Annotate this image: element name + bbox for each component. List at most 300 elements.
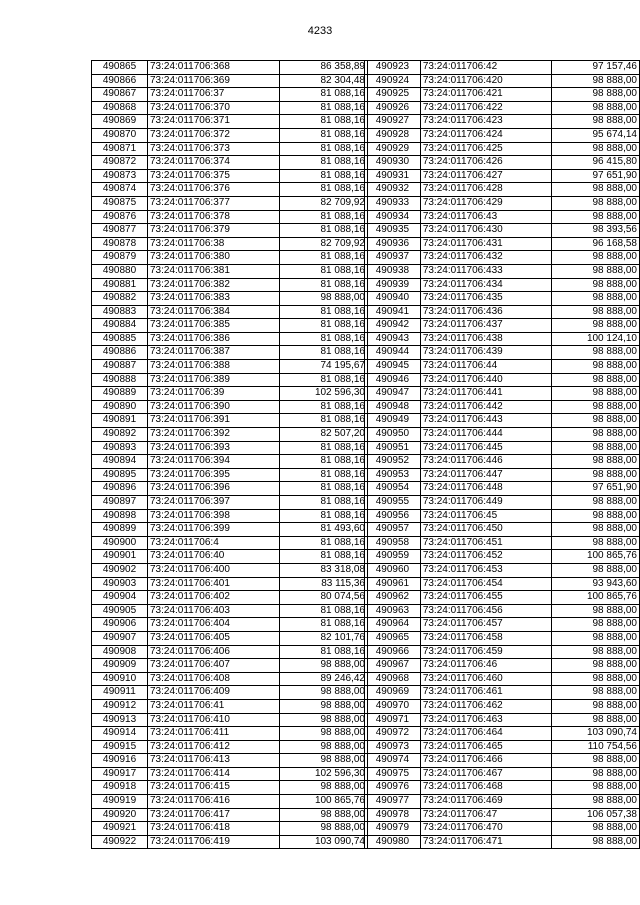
table-row	[92, 645, 368, 659]
record-number-cell: 490934	[365, 210, 421, 224]
cadastral-number-cell: 73:24:011706:412	[148, 740, 280, 754]
cadastral-number-cell: 73:24:011706:466	[420, 754, 552, 768]
table-row	[92, 536, 368, 550]
record-number-cell: 490951	[365, 441, 421, 455]
record-number-cell: 490972	[365, 727, 421, 741]
record-number-cell: 490901	[92, 550, 148, 564]
cadastral-number-cell: 73:24:011706:447	[420, 468, 552, 482]
cadastral-value-cell: 81 088,16	[280, 115, 368, 129]
table-row	[365, 428, 640, 442]
table-row	[92, 142, 368, 156]
cadastral-value-cell: 81 088,16	[280, 496, 368, 510]
record-number-cell: 490931	[365, 169, 421, 183]
cadastral-number-cell: 73:24:011706:443	[420, 414, 552, 428]
record-number-cell: 490895	[92, 468, 148, 482]
cadastral-value-cell: 102 596,30	[280, 387, 368, 401]
cadastral-value-cell: 97 157,46	[552, 61, 640, 75]
record-number-cell: 490865	[92, 61, 148, 75]
cadastral-value-cell: 98 888,00	[552, 767, 640, 781]
cadastral-value-cell: 98 888,00	[280, 713, 368, 727]
cadastral-number-cell: 73:24:011706:417	[148, 808, 280, 822]
record-number-cell: 490950	[365, 428, 421, 442]
table-row	[365, 645, 640, 659]
cadastral-value-cell: 81 088,16	[280, 550, 368, 564]
record-number-cell: 490888	[92, 373, 148, 387]
register-table-left	[91, 60, 368, 849]
table-row	[365, 740, 640, 754]
cadastral-number-cell: 73:24:011706:37	[148, 88, 280, 102]
cadastral-value-cell: 110 754,56	[552, 740, 640, 754]
cadastral-value-cell: 81 088,16	[280, 278, 368, 292]
cadastral-number-cell: 73:24:011706:405	[148, 631, 280, 645]
cadastral-number-cell: 73:24:011706:459	[420, 645, 552, 659]
cadastral-value-cell: 89 246,42	[280, 672, 368, 686]
table-row	[365, 441, 640, 455]
table-row	[92, 305, 368, 319]
cadastral-number-cell: 73:24:011706:398	[148, 509, 280, 523]
record-number-cell: 490880	[92, 264, 148, 278]
record-number-cell: 490968	[365, 672, 421, 686]
record-number-cell: 490936	[365, 237, 421, 251]
cadastral-value-cell: 100 865,76	[552, 550, 640, 564]
cadastral-value-cell: 98 888,00	[280, 754, 368, 768]
cadastral-number-cell: 73:24:011706:449	[420, 496, 552, 510]
cadastral-value-cell: 98 888,00	[552, 441, 640, 455]
cadastral-number-cell: 73:24:011706:438	[420, 332, 552, 346]
table-row	[92, 115, 368, 129]
record-number-cell: 490899	[92, 523, 148, 537]
record-number-cell: 490966	[365, 645, 421, 659]
cadastral-number-cell: 73:24:011706:428	[420, 183, 552, 197]
table-row	[92, 563, 368, 577]
cadastral-number-cell: 73:24:011706:380	[148, 251, 280, 265]
cadastral-number-cell: 73:24:011706:397	[148, 496, 280, 510]
cadastral-value-cell: 83 318,08	[280, 563, 368, 577]
table-row	[365, 618, 640, 632]
cadastral-number-cell: 73:24:011706:445	[420, 441, 552, 455]
cadastral-number-cell: 73:24:011706:391	[148, 414, 280, 428]
cadastral-value-cell: 81 088,16	[280, 305, 368, 319]
table-row	[92, 74, 368, 88]
record-number-cell: 490945	[365, 360, 421, 374]
record-number-cell: 490906	[92, 618, 148, 632]
record-number-cell: 490940	[365, 292, 421, 306]
cadastral-number-cell: 73:24:011706:440	[420, 373, 552, 387]
record-number-cell: 490952	[365, 455, 421, 469]
table-row	[365, 237, 640, 251]
cadastral-number-cell: 73:24:011706:384	[148, 305, 280, 319]
cadastral-number-cell: 73:24:011706:413	[148, 754, 280, 768]
cadastral-number-cell: 73:24:011706:399	[148, 523, 280, 537]
cadastral-number-cell: 73:24:011706:381	[148, 264, 280, 278]
cadastral-value-cell: 98 888,00	[552, 563, 640, 577]
cadastral-number-cell: 73:24:011706:392	[148, 428, 280, 442]
cadastral-value-cell: 103 090,74	[552, 727, 640, 741]
record-number-cell: 490938	[365, 264, 421, 278]
table-row	[365, 224, 640, 238]
table-row	[92, 455, 368, 469]
table-row	[92, 835, 368, 849]
cadastral-number-cell: 73:24:011706:465	[420, 740, 552, 754]
table-row	[92, 795, 368, 809]
record-number-cell: 490957	[365, 523, 421, 537]
cadastral-value-cell: 81 088,16	[280, 509, 368, 523]
cadastral-number-cell: 73:24:011706:467	[420, 767, 552, 781]
cadastral-number-cell: 73:24:011706:396	[148, 482, 280, 496]
table-row	[365, 373, 640, 387]
cadastral-value-cell: 98 888,00	[552, 645, 640, 659]
cadastral-number-cell: 73:24:011706:453	[420, 563, 552, 577]
cadastral-value-cell: 102 596,30	[280, 767, 368, 781]
table-row	[92, 400, 368, 414]
cadastral-number-cell: 73:24:011706:448	[420, 482, 552, 496]
register-table-left-body	[92, 61, 368, 849]
table-row	[365, 346, 640, 360]
table-row	[365, 387, 640, 401]
cadastral-number-cell: 73:24:011706:390	[148, 400, 280, 414]
record-number-cell: 490939	[365, 278, 421, 292]
cadastral-value-cell: 98 888,00	[552, 373, 640, 387]
cadastral-number-cell: 73:24:011706:430	[420, 224, 552, 238]
table-row	[92, 740, 368, 754]
record-number-cell: 490941	[365, 305, 421, 319]
cadastral-value-cell: 98 888,00	[280, 808, 368, 822]
table-row	[365, 591, 640, 605]
table-row	[365, 754, 640, 768]
cadastral-value-cell: 96 415,80	[552, 156, 640, 170]
record-number-cell: 490916	[92, 754, 148, 768]
cadastral-value-cell: 97 651,90	[552, 482, 640, 496]
register-table-right-body	[365, 61, 640, 849]
record-number-cell: 490890	[92, 400, 148, 414]
record-number-cell: 490897	[92, 496, 148, 510]
cadastral-value-cell: 98 888,00	[552, 360, 640, 374]
cadastral-value-cell: 98 888,00	[552, 346, 640, 360]
record-number-cell: 490874	[92, 183, 148, 197]
table-row	[92, 699, 368, 713]
cadastral-value-cell: 98 888,00	[552, 468, 640, 482]
cadastral-number-cell: 73:24:011706:394	[148, 455, 280, 469]
cadastral-value-cell: 82 709,92	[280, 196, 368, 210]
cadastral-value-cell: 98 888,00	[552, 455, 640, 469]
cadastral-value-cell: 98 888,00	[552, 713, 640, 727]
record-number-cell: 490977	[365, 795, 421, 809]
cadastral-number-cell: 73:24:011706:452	[420, 550, 552, 564]
table-row	[365, 414, 640, 428]
cadastral-number-cell: 73:24:011706:454	[420, 577, 552, 591]
table-row	[365, 74, 640, 88]
table-row	[92, 781, 368, 795]
cadastral-number-cell: 73:24:011706:469	[420, 795, 552, 809]
cadastral-value-cell: 81 088,16	[280, 88, 368, 102]
record-number-cell: 490882	[92, 292, 148, 306]
cadastral-value-cell: 98 888,00	[552, 618, 640, 632]
record-number-cell: 490908	[92, 645, 148, 659]
cadastral-value-cell: 98 888,00	[280, 659, 368, 673]
cadastral-value-cell: 98 888,00	[552, 74, 640, 88]
cadastral-value-cell: 81 088,16	[280, 332, 368, 346]
table-row	[92, 686, 368, 700]
record-number-cell: 490954	[365, 482, 421, 496]
cadastral-value-cell: 98 888,00	[280, 822, 368, 836]
table-row	[365, 713, 640, 727]
cadastral-value-cell: 81 088,16	[280, 604, 368, 618]
cadastral-value-cell: 81 088,16	[280, 482, 368, 496]
cadastral-value-cell: 98 888,00	[552, 183, 640, 197]
record-number-cell: 490917	[92, 767, 148, 781]
table-row	[365, 563, 640, 577]
cadastral-value-cell: 81 088,16	[280, 142, 368, 156]
record-number-cell: 490956	[365, 509, 421, 523]
table-row	[365, 400, 640, 414]
cadastral-value-cell: 81 088,16	[280, 319, 368, 333]
record-number-cell: 490948	[365, 400, 421, 414]
table-row	[92, 496, 368, 510]
cadastral-number-cell: 73:24:011706:446	[420, 455, 552, 469]
cadastral-number-cell: 73:24:011706:427	[420, 169, 552, 183]
cadastral-number-cell: 73:24:011706:470	[420, 822, 552, 836]
cadastral-number-cell: 73:24:011706:416	[148, 795, 280, 809]
cadastral-number-cell: 73:24:011706:371	[148, 115, 280, 129]
record-number-cell: 490877	[92, 224, 148, 238]
table-row	[365, 699, 640, 713]
cadastral-number-cell: 73:24:011706:419	[148, 835, 280, 849]
cadastral-number-cell: 73:24:011706:44	[420, 360, 552, 374]
cadastral-number-cell: 73:24:011706:395	[148, 468, 280, 482]
cadastral-number-cell: 73:24:011706:45	[420, 509, 552, 523]
cadastral-number-cell: 73:24:011706:436	[420, 305, 552, 319]
table-row	[365, 604, 640, 618]
table-row	[365, 88, 640, 102]
table-row	[365, 101, 640, 115]
cadastral-value-cell: 81 088,16	[280, 373, 368, 387]
cadastral-number-cell: 73:24:011706:429	[420, 196, 552, 210]
cadastral-number-cell: 73:24:011706:463	[420, 713, 552, 727]
table-row	[365, 61, 640, 75]
record-number-cell: 490868	[92, 101, 148, 115]
table-row	[365, 142, 640, 156]
cadastral-value-cell: 81 088,16	[280, 441, 368, 455]
table-row	[365, 319, 640, 333]
record-number-cell: 490911	[92, 686, 148, 700]
cadastral-value-cell: 98 888,00	[280, 740, 368, 754]
record-number-cell: 490958	[365, 536, 421, 550]
table-row	[365, 835, 640, 849]
record-number-cell: 490881	[92, 278, 148, 292]
cadastral-value-cell: 86 358,89	[280, 61, 368, 75]
table-row	[365, 496, 640, 510]
table-row	[92, 128, 368, 142]
table-row	[92, 61, 368, 75]
table-row	[365, 292, 640, 306]
cadastral-number-cell: 73:24:011706:432	[420, 251, 552, 265]
table-row	[365, 672, 640, 686]
cadastral-value-cell: 100 865,76	[280, 795, 368, 809]
cadastral-number-cell: 73:24:011706:388	[148, 360, 280, 374]
cadastral-number-cell: 73:24:011706:375	[148, 169, 280, 183]
table-row	[365, 305, 640, 319]
record-number-cell: 490947	[365, 387, 421, 401]
record-number-cell: 490927	[365, 115, 421, 129]
cadastral-value-cell: 98 888,00	[552, 305, 640, 319]
cadastral-value-cell: 98 888,00	[552, 672, 640, 686]
cadastral-value-cell: 98 888,00	[552, 659, 640, 673]
record-number-cell: 490944	[365, 346, 421, 360]
record-number-cell: 490902	[92, 563, 148, 577]
table-row	[92, 767, 368, 781]
cadastral-value-cell: 81 088,16	[280, 645, 368, 659]
record-number-cell: 490969	[365, 686, 421, 700]
record-number-cell: 490876	[92, 210, 148, 224]
cadastral-value-cell: 81 088,16	[280, 128, 368, 142]
cadastral-value-cell: 98 888,00	[552, 631, 640, 645]
record-number-cell: 490928	[365, 128, 421, 142]
table-row	[365, 264, 640, 278]
record-number-cell: 490932	[365, 183, 421, 197]
table-row	[365, 795, 640, 809]
table-row	[92, 727, 368, 741]
table-row	[365, 727, 640, 741]
table-row	[92, 822, 368, 836]
cadastral-value-cell: 97 651,90	[552, 169, 640, 183]
record-number-cell: 490978	[365, 808, 421, 822]
record-number-cell: 490921	[92, 822, 148, 836]
record-number-cell: 490905	[92, 604, 148, 618]
record-number-cell: 490871	[92, 142, 148, 156]
cadastral-number-cell: 73:24:011706:46	[420, 659, 552, 673]
cadastral-value-cell: 98 888,00	[552, 319, 640, 333]
cadastral-value-cell: 98 393,56	[552, 224, 640, 238]
record-number-cell: 490925	[365, 88, 421, 102]
record-number-cell: 490903	[92, 577, 148, 591]
record-number-cell: 490894	[92, 455, 148, 469]
cadastral-value-cell: 106 057,38	[552, 808, 640, 822]
table-row	[92, 414, 368, 428]
cadastral-number-cell: 73:24:011706:420	[420, 74, 552, 88]
record-number-cell: 490930	[365, 156, 421, 170]
record-number-cell: 490867	[92, 88, 148, 102]
record-number-cell: 490973	[365, 740, 421, 754]
cadastral-value-cell: 98 888,00	[552, 400, 640, 414]
cadastral-number-cell: 73:24:011706:401	[148, 577, 280, 591]
cadastral-number-cell: 73:24:011706:368	[148, 61, 280, 75]
cadastral-number-cell: 73:24:011706:379	[148, 224, 280, 238]
cadastral-number-cell: 73:24:011706:468	[420, 781, 552, 795]
table-row	[92, 237, 368, 251]
cadastral-number-cell: 73:24:011706:389	[148, 373, 280, 387]
cadastral-number-cell: 73:24:011706:378	[148, 210, 280, 224]
record-number-cell: 490967	[365, 659, 421, 673]
cadastral-value-cell: 81 088,16	[280, 264, 368, 278]
table-row	[365, 781, 640, 795]
cadastral-number-cell: 73:24:011706:455	[420, 591, 552, 605]
cadastral-number-cell: 73:24:011706:376	[148, 183, 280, 197]
record-number-cell: 490953	[365, 468, 421, 482]
cadastral-number-cell: 73:24:011706:457	[420, 618, 552, 632]
cadastral-number-cell: 73:24:011706:382	[148, 278, 280, 292]
table-row	[92, 672, 368, 686]
record-number-cell: 490910	[92, 672, 148, 686]
record-number-cell: 490949	[365, 414, 421, 428]
record-number-cell: 490979	[365, 822, 421, 836]
record-number-cell: 490898	[92, 509, 148, 523]
cadastral-number-cell: 73:24:011706:39	[148, 387, 280, 401]
cadastral-number-cell: 73:24:011706:47	[420, 808, 552, 822]
table-row	[92, 659, 368, 673]
table-row	[92, 332, 368, 346]
table-row	[92, 156, 368, 170]
table-row	[92, 196, 368, 210]
cadastral-value-cell: 96 168,58	[552, 237, 640, 251]
record-number-cell: 490964	[365, 618, 421, 632]
table-row	[92, 224, 368, 238]
cadastral-number-cell: 73:24:011706:407	[148, 659, 280, 673]
cadastral-number-cell: 73:24:011706:415	[148, 781, 280, 795]
cadastral-value-cell: 98 888,00	[552, 536, 640, 550]
cadastral-number-cell: 73:24:011706:424	[420, 128, 552, 142]
cadastral-number-cell: 73:24:011706:383	[148, 292, 280, 306]
cadastral-number-cell: 73:24:011706:387	[148, 346, 280, 360]
record-number-cell: 490869	[92, 115, 148, 129]
cadastral-value-cell: 81 088,16	[280, 156, 368, 170]
table-row	[365, 577, 640, 591]
table-row	[365, 332, 640, 346]
table-row	[92, 509, 368, 523]
record-number-cell: 490909	[92, 659, 148, 673]
cadastral-value-cell: 98 888,00	[552, 115, 640, 129]
cadastral-value-cell: 81 088,16	[280, 468, 368, 482]
record-number-cell: 490892	[92, 428, 148, 442]
cadastral-number-cell: 73:24:011706:43	[420, 210, 552, 224]
cadastral-value-cell: 98 888,00	[552, 781, 640, 795]
record-number-cell: 490975	[365, 767, 421, 781]
table-row	[92, 251, 368, 265]
cadastral-number-cell: 73:24:011706:408	[148, 672, 280, 686]
record-number-cell: 490961	[365, 577, 421, 591]
cadastral-number-cell: 73:24:011706:423	[420, 115, 552, 129]
cadastral-number-cell: 73:24:011706:369	[148, 74, 280, 88]
cadastral-value-cell: 103 090,74	[280, 835, 368, 849]
cadastral-value-cell: 98 888,00	[552, 414, 640, 428]
cadastral-number-cell: 73:24:011706:451	[420, 536, 552, 550]
record-number-cell: 490912	[92, 699, 148, 713]
cadastral-number-cell: 73:24:011706:439	[420, 346, 552, 360]
cadastral-value-cell: 81 493,60	[280, 523, 368, 537]
record-number-cell: 490933	[365, 196, 421, 210]
cadastral-number-cell: 73:24:011706:402	[148, 591, 280, 605]
cadastral-value-cell: 98 888,00	[552, 822, 640, 836]
table-row	[365, 686, 640, 700]
cadastral-number-cell: 73:24:011706:403	[148, 604, 280, 618]
table-row	[365, 536, 640, 550]
cadastral-number-cell: 73:24:011706:393	[148, 441, 280, 455]
cadastral-value-cell: 95 674,14	[552, 128, 640, 142]
cadastral-value-cell: 98 888,00	[552, 686, 640, 700]
record-number-cell: 490935	[365, 224, 421, 238]
cadastral-number-cell: 73:24:011706:411	[148, 727, 280, 741]
cadastral-number-cell: 73:24:011706:437	[420, 319, 552, 333]
cadastral-value-cell: 81 088,16	[280, 224, 368, 238]
table-row	[365, 523, 640, 537]
cadastral-number-cell: 73:24:011706:421	[420, 88, 552, 102]
cadastral-value-cell: 81 088,16	[280, 455, 368, 469]
table-row	[92, 319, 368, 333]
table-row	[365, 251, 640, 265]
table-row	[365, 169, 640, 183]
cadastral-value-cell: 82 507,20	[280, 428, 368, 442]
table-row	[92, 468, 368, 482]
cadastral-value-cell: 93 943,60	[552, 577, 640, 591]
